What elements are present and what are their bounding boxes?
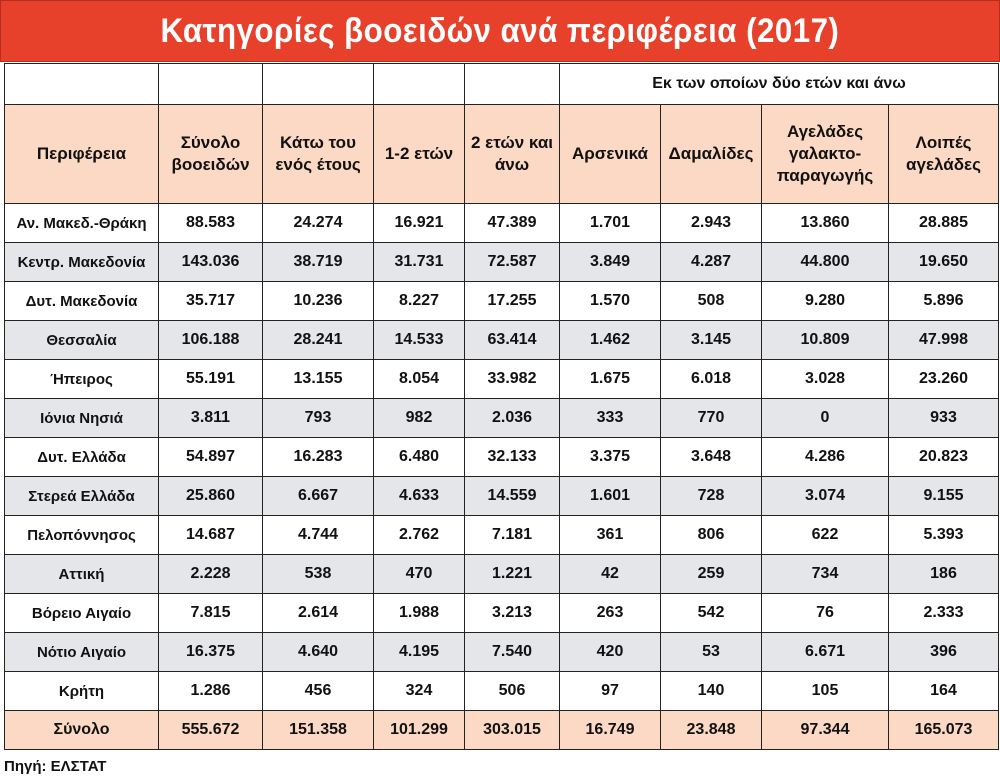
value-cell: 20.823 bbox=[889, 438, 999, 477]
value-cell: 16.921 bbox=[374, 204, 465, 243]
column-header: Σύνολο βοοειδών bbox=[159, 105, 263, 204]
value-cell: 33.982 bbox=[465, 360, 560, 399]
value-cell: 396 bbox=[889, 633, 999, 672]
value-cell: 63.414 bbox=[465, 321, 560, 360]
table-body bbox=[5, 204, 999, 750]
region-cell: Νότιο Αιγαίο bbox=[5, 633, 159, 672]
value-cell: 31.731 bbox=[374, 243, 465, 282]
value-cell: 3.074 bbox=[762, 477, 889, 516]
value-cell: 2.333 bbox=[889, 594, 999, 633]
value-cell: 76 bbox=[762, 594, 889, 633]
value-cell: 47.389 bbox=[465, 204, 560, 243]
value-cell: 28.241 bbox=[263, 321, 374, 360]
value-cell: 72.587 bbox=[465, 243, 560, 282]
value-cell: 2.614 bbox=[263, 594, 374, 633]
value-cell: 4.744 bbox=[263, 516, 374, 555]
column-header: Αγελάδες γαλακτο- παραγωγής bbox=[762, 105, 889, 204]
value-cell: 7.540 bbox=[465, 633, 560, 672]
value-cell: 4.287 bbox=[661, 243, 762, 282]
value-cell: 14.559 bbox=[465, 477, 560, 516]
value-cell: 1.221 bbox=[465, 555, 560, 594]
value-cell: 508 bbox=[661, 282, 762, 321]
value-cell: 324 bbox=[374, 672, 465, 711]
value-cell: 5.393 bbox=[889, 516, 999, 555]
value-cell: 13.860 bbox=[762, 204, 889, 243]
value-cell: 10.809 bbox=[762, 321, 889, 360]
value-cell: 6.480 bbox=[374, 438, 465, 477]
value-cell: 14.533 bbox=[374, 321, 465, 360]
value-cell: 3.213 bbox=[465, 594, 560, 633]
region-cell: Δυτ. Μακεδονία bbox=[5, 282, 159, 321]
table-row bbox=[5, 243, 999, 282]
value-cell: 259 bbox=[661, 555, 762, 594]
value-cell: 140 bbox=[661, 672, 762, 711]
table-row bbox=[5, 555, 999, 594]
value-cell: 263 bbox=[560, 594, 661, 633]
value-cell: 7.815 bbox=[159, 594, 263, 633]
value-cell: 105 bbox=[762, 672, 889, 711]
table-row bbox=[5, 282, 999, 321]
table-row bbox=[5, 516, 999, 555]
value-cell: 4.195 bbox=[374, 633, 465, 672]
region-cell: Βόρειο Αιγαίο bbox=[5, 594, 159, 633]
value-cell: 982 bbox=[374, 399, 465, 438]
value-cell: 1.570 bbox=[560, 282, 661, 321]
value-cell: 8.227 bbox=[374, 282, 465, 321]
value-cell: 55.191 bbox=[159, 360, 263, 399]
value-cell: 25.860 bbox=[159, 477, 263, 516]
total-value: 16.749 bbox=[560, 711, 661, 750]
value-cell: 4.633 bbox=[374, 477, 465, 516]
table-row bbox=[5, 360, 999, 399]
value-cell: 42 bbox=[560, 555, 661, 594]
value-cell: 456 bbox=[263, 672, 374, 711]
value-cell: 538 bbox=[263, 555, 374, 594]
value-cell: 770 bbox=[661, 399, 762, 438]
table-row bbox=[5, 321, 999, 360]
value-cell: 10.236 bbox=[263, 282, 374, 321]
value-cell: 14.687 bbox=[159, 516, 263, 555]
total-value: 23.848 bbox=[661, 711, 762, 750]
value-cell: 1.675 bbox=[560, 360, 661, 399]
value-cell: 2.228 bbox=[159, 555, 263, 594]
cattle-table bbox=[4, 63, 999, 750]
value-cell: 164 bbox=[889, 672, 999, 711]
total-value: 165.073 bbox=[889, 711, 999, 750]
value-cell: 16.375 bbox=[159, 633, 263, 672]
column-header: 1-2 ετών bbox=[374, 105, 465, 204]
value-cell: 24.274 bbox=[263, 204, 374, 243]
total-value: 151.358 bbox=[263, 711, 374, 750]
table-title: Κατηγορίες βοοειδών ανά περιφέρεια (2017) bbox=[160, 11, 840, 50]
value-cell: 4.640 bbox=[263, 633, 374, 672]
region-cell: Δυτ. Ελλάδα bbox=[5, 438, 159, 477]
value-cell: 2.762 bbox=[374, 516, 465, 555]
value-cell: 53 bbox=[661, 633, 762, 672]
value-cell: 3.648 bbox=[661, 438, 762, 477]
value-cell: 506 bbox=[465, 672, 560, 711]
value-cell: 143.036 bbox=[159, 243, 263, 282]
group-header-row bbox=[5, 64, 999, 105]
value-cell: 361 bbox=[560, 516, 661, 555]
column-header: Κάτω του ενός έτους bbox=[263, 105, 374, 204]
value-cell: 13.155 bbox=[263, 360, 374, 399]
region-cell: Πελοπόννησος bbox=[5, 516, 159, 555]
table-row bbox=[5, 633, 999, 672]
total-value: 555.672 bbox=[159, 711, 263, 750]
value-cell: 3.375 bbox=[560, 438, 661, 477]
value-cell: 6.667 bbox=[263, 477, 374, 516]
value-cell: 6.018 bbox=[661, 360, 762, 399]
value-cell: 622 bbox=[762, 516, 889, 555]
table-row bbox=[5, 438, 999, 477]
column-header: 2 ετών και άνω bbox=[465, 105, 560, 204]
value-cell: 793 bbox=[263, 399, 374, 438]
value-cell: 728 bbox=[661, 477, 762, 516]
value-cell: 734 bbox=[762, 555, 889, 594]
value-cell: 542 bbox=[661, 594, 762, 633]
column-header-row bbox=[5, 105, 999, 204]
value-cell: 1.601 bbox=[560, 477, 661, 516]
region-cell: Κρήτη bbox=[5, 672, 159, 711]
region-cell: Ήπειρος bbox=[5, 360, 159, 399]
value-cell: 5.896 bbox=[889, 282, 999, 321]
table-row bbox=[5, 672, 999, 711]
value-cell: 0 bbox=[762, 399, 889, 438]
total-label: Σύνολο bbox=[5, 711, 159, 750]
region-cell: Αν. Μακεδ.-Θράκη bbox=[5, 204, 159, 243]
total-row bbox=[5, 711, 999, 750]
table-row bbox=[5, 477, 999, 516]
value-cell: 1.988 bbox=[374, 594, 465, 633]
total-value: 97.344 bbox=[762, 711, 889, 750]
value-cell: 470 bbox=[374, 555, 465, 594]
region-cell: Κεντρ. Μακεδονία bbox=[5, 243, 159, 282]
value-cell: 16.283 bbox=[263, 438, 374, 477]
table-title-bar bbox=[0, 0, 1000, 62]
table-row bbox=[5, 204, 999, 243]
value-cell: 4.286 bbox=[762, 438, 889, 477]
value-cell: 1.701 bbox=[560, 204, 661, 243]
value-cell: 88.583 bbox=[159, 204, 263, 243]
value-cell: 420 bbox=[560, 633, 661, 672]
value-cell: 333 bbox=[560, 399, 661, 438]
value-cell: 28.885 bbox=[889, 204, 999, 243]
value-cell: 3.849 bbox=[560, 243, 661, 282]
value-cell: 38.719 bbox=[263, 243, 374, 282]
value-cell: 9.155 bbox=[889, 477, 999, 516]
value-cell: 9.280 bbox=[762, 282, 889, 321]
value-cell: 3.811 bbox=[159, 399, 263, 438]
value-cell: 106.188 bbox=[159, 321, 263, 360]
value-cell: 19.650 bbox=[889, 243, 999, 282]
value-cell: 1.286 bbox=[159, 672, 263, 711]
value-cell: 7.181 bbox=[465, 516, 560, 555]
value-cell: 2.036 bbox=[465, 399, 560, 438]
value-cell: 97 bbox=[560, 672, 661, 711]
value-cell: 35.717 bbox=[159, 282, 263, 321]
value-cell: 806 bbox=[661, 516, 762, 555]
region-cell: Ιόνια Νησιά bbox=[5, 399, 159, 438]
value-cell: 47.998 bbox=[889, 321, 999, 360]
column-header: Περιφέρεια bbox=[5, 105, 159, 204]
value-cell: 2.943 bbox=[661, 204, 762, 243]
value-cell: 933 bbox=[889, 399, 999, 438]
source-note: Πηγή: ΕΛΣΤΑΤ bbox=[4, 758, 107, 775]
region-cell: Αττική bbox=[5, 555, 159, 594]
value-cell: 1.462 bbox=[560, 321, 661, 360]
region-cell: Θεσσαλία bbox=[5, 321, 159, 360]
column-header: Δαμαλίδες bbox=[661, 105, 762, 204]
value-cell: 3.028 bbox=[762, 360, 889, 399]
value-cell: 32.133 bbox=[465, 438, 560, 477]
value-cell: 186 bbox=[889, 555, 999, 594]
value-cell: 44.800 bbox=[762, 243, 889, 282]
table-row bbox=[5, 594, 999, 633]
total-value: 303.015 bbox=[465, 711, 560, 750]
group-header: Εκ των οποίων δύο ετών και άνω bbox=[560, 64, 999, 105]
value-cell: 8.054 bbox=[374, 360, 465, 399]
value-cell: 17.255 bbox=[465, 282, 560, 321]
total-value: 101.299 bbox=[374, 711, 465, 750]
column-header: Αρσενικά bbox=[560, 105, 661, 204]
table-row bbox=[5, 399, 999, 438]
column-header: Λοιπές αγελάδες bbox=[889, 105, 999, 204]
value-cell: 54.897 bbox=[159, 438, 263, 477]
value-cell: 23.260 bbox=[889, 360, 999, 399]
region-cell: Στερεά Ελλάδα bbox=[5, 477, 159, 516]
value-cell: 3.145 bbox=[661, 321, 762, 360]
value-cell: 6.671 bbox=[762, 633, 889, 672]
